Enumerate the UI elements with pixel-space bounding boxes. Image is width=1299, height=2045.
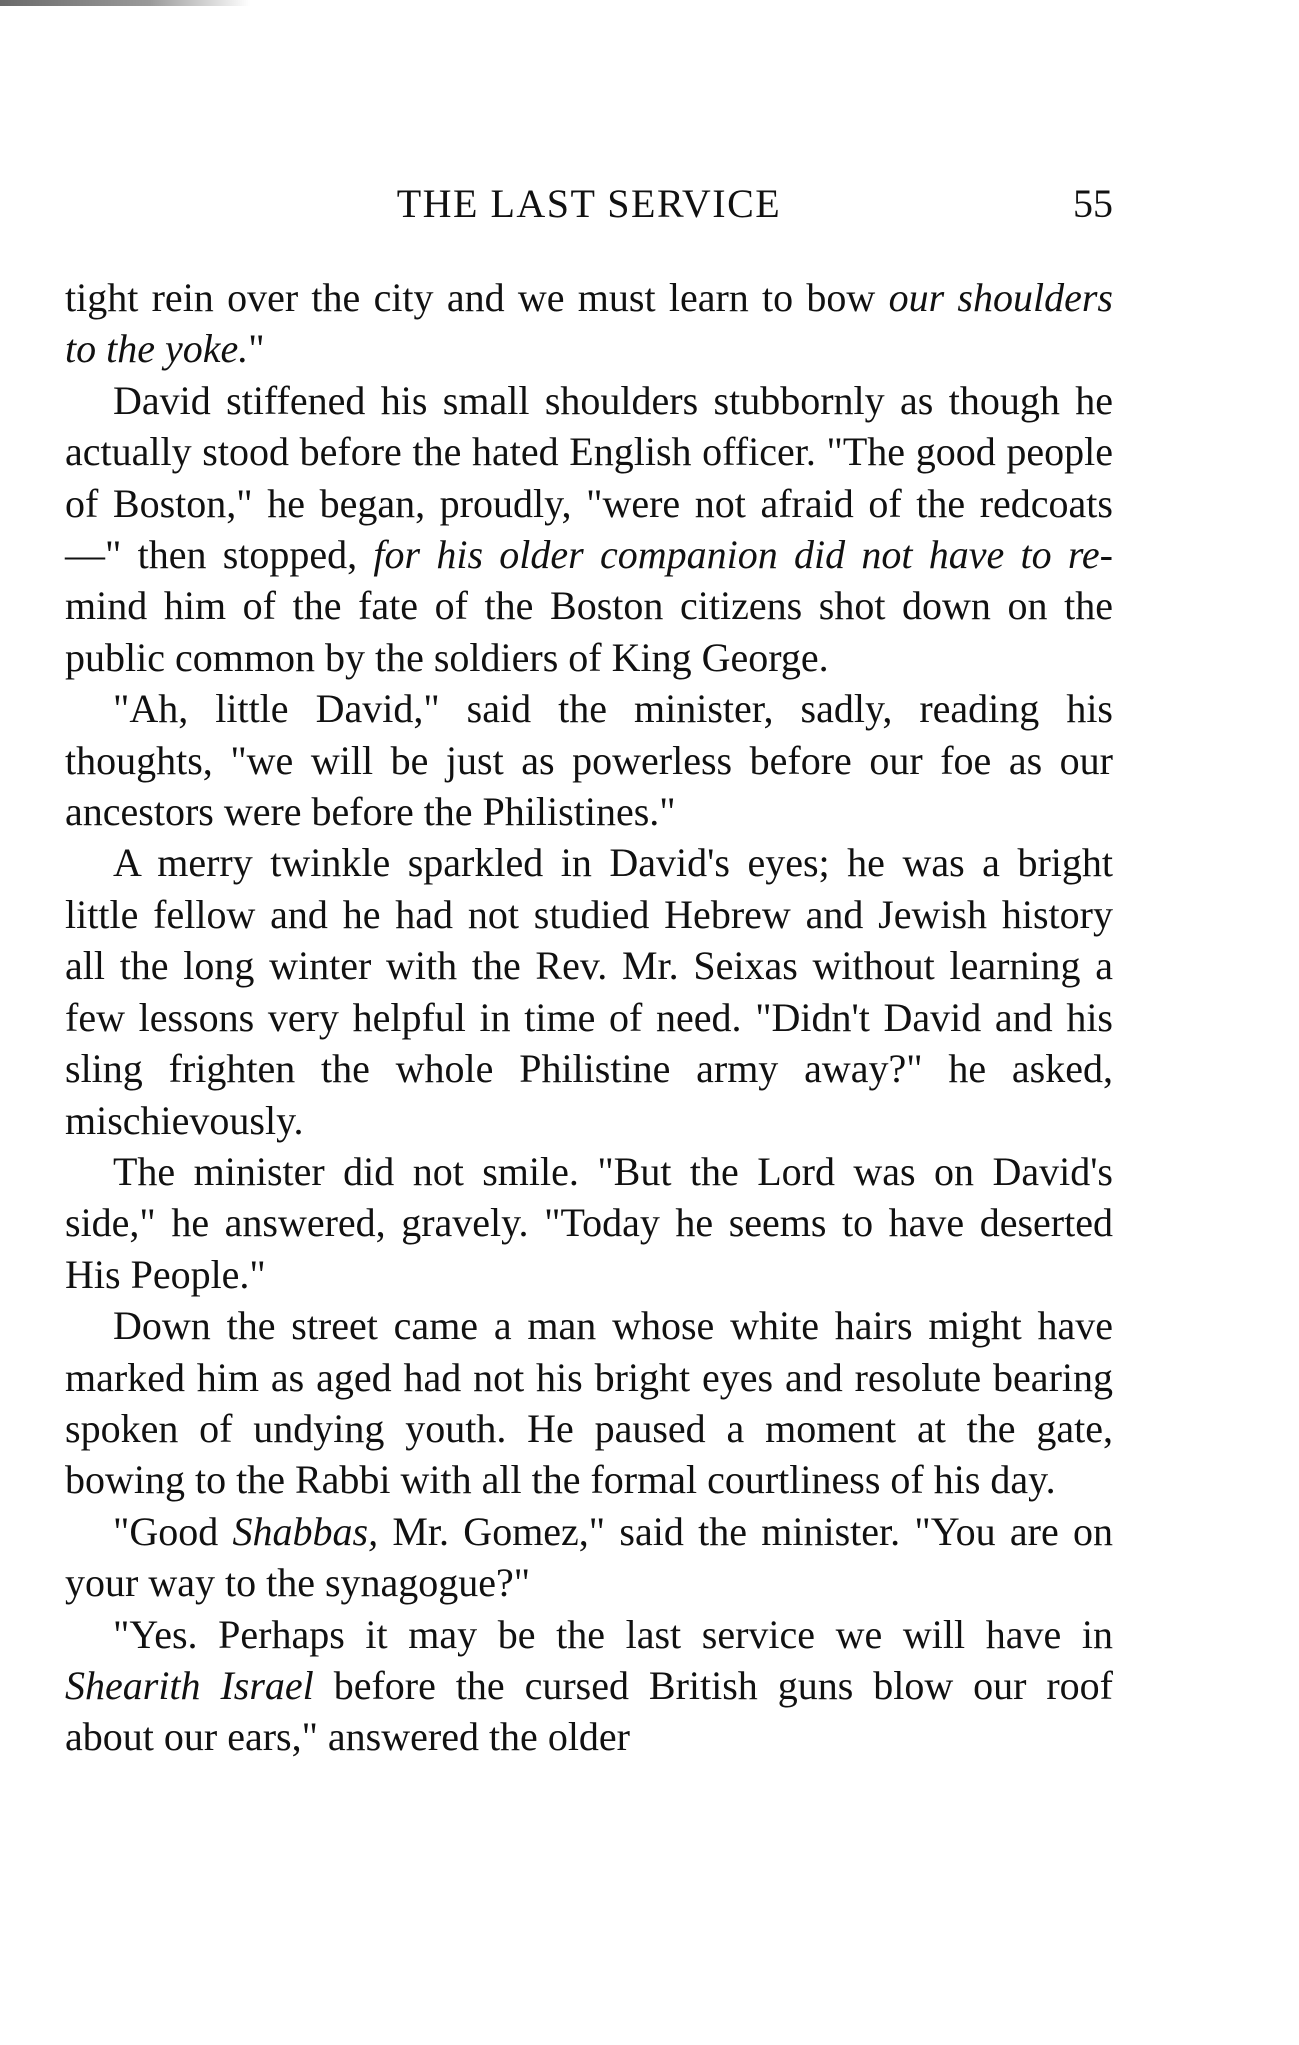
scan-edge-artifact — [0, 0, 250, 6]
italic-segment: Shabbas, — [232, 1508, 379, 1554]
text-segment: "Good — [113, 1508, 233, 1554]
text-segment: The minister did not smile. "But the Lord was on David's side," he answered, gravely. "Today he seems to have deserted His People." — [65, 1148, 1113, 1297]
text-segment: mind him of the fate of the Boston citizens shot down on the public common by the soldiers of King George. — [65, 583, 1113, 680]
body-text — [65, 272, 1113, 1763]
text-segment: " — [248, 326, 265, 372]
text-segment: "Yes. Perhaps it may be the last service we will have in — [113, 1611, 1113, 1657]
paragraph — [65, 837, 1113, 1145]
italic-segment: Shearith Israel — [65, 1662, 314, 1708]
paragraph — [65, 683, 1113, 837]
paragraph — [65, 1146, 1113, 1300]
running-title: THE LAST SERVICE — [396, 181, 782, 226]
text-segment: before the cursed British guns blow our roof about our ears," answered the older — [65, 1662, 1114, 1760]
text-segment: A merry twinkle sparkled in David's eyes; he was a bright little fellow and he had not studied Hebrew and Jewish history all the long winter with the Rev. Mr. Seixas without learning a few lessons very helpful in time of need. "Didn't David and his sling frighten the whole Philistine army away?" he asked, mischievously. — [65, 840, 1113, 1143]
paragraph — [65, 1609, 1113, 1763]
italic-segment: our shoulders to the yoke. — [65, 275, 1113, 372]
italic-segment: for his older companion did not have to re- — [373, 532, 1113, 578]
text-segment: David stiffened his small shoulders stubbornly as though he actually stood before the hated English officer. "The good people of Boston," he began, proudly, "were not afraid of the redcoats—" then stopped, — [65, 377, 1113, 578]
paragraph — [65, 272, 1113, 375]
paragraph — [65, 1300, 1113, 1506]
text-segment: tight rein over the city and we must learn to bow — [65, 275, 889, 320]
text-segment: "Ah, little David," said the minister, sadly, reading his thoughts, "we will be just as powerless before our foe as our ancestors were before the Philistines." — [65, 686, 1113, 835]
text-segment: Mr. Gomez," said the minister. "You are on your way to the synagogue?" — [65, 1508, 1114, 1606]
text-segment: Down the street came a man whose white hairs might have marked him as aged had not his bright eyes and resolute bearing spoken of undying youth. He paused a moment at the gate, bowing to the Rabbi with all the formal courtliness of his day. — [65, 1303, 1113, 1503]
page-number: 55 — [1073, 181, 1113, 226]
paragraph — [65, 375, 1113, 683]
book-page — [65, 172, 1113, 1763]
running-head — [65, 172, 1113, 232]
paragraph — [65, 1506, 1113, 1609]
